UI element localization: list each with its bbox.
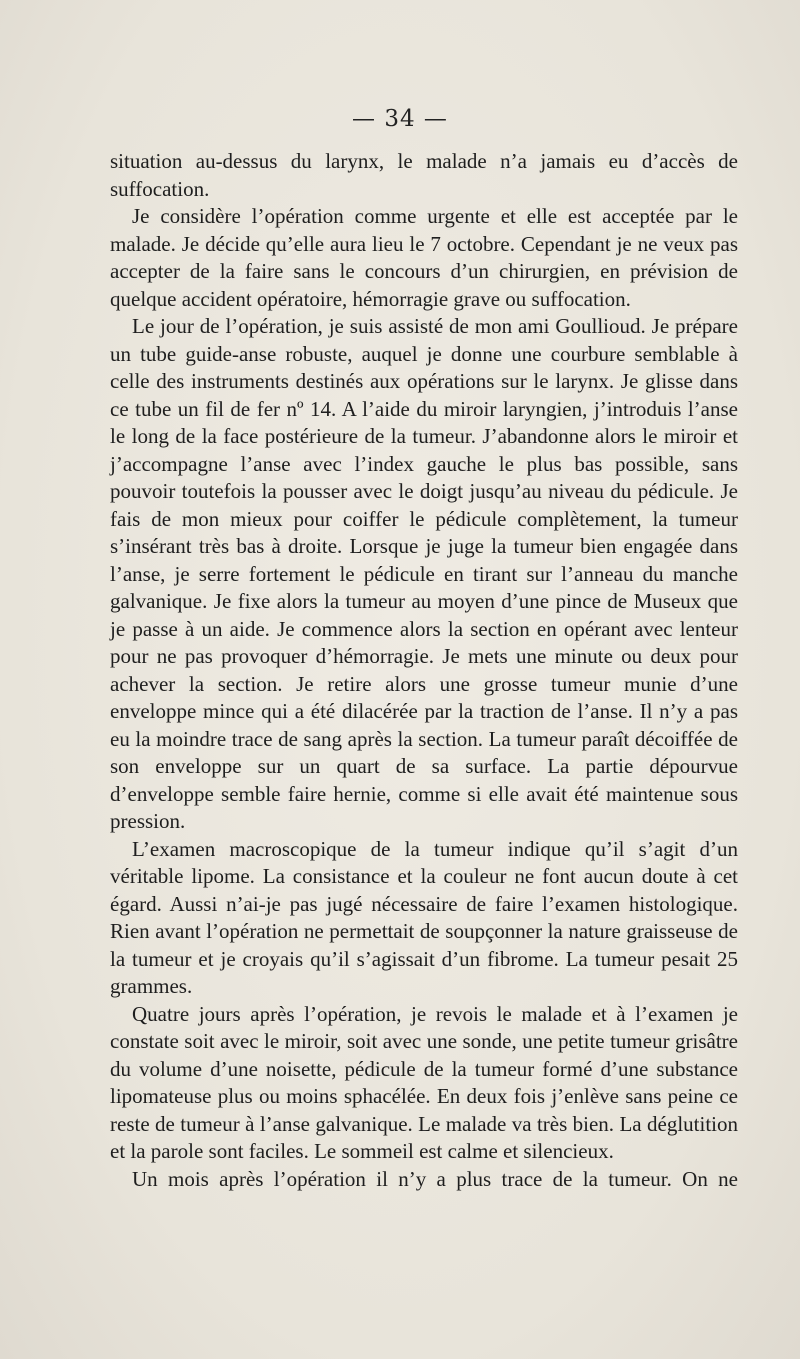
paragraph-4: L’examen macroscopique de la tumeur indique qu’il s’agit d’un véritable lipome. La consistance et la couleur ne font aucun doute à cet égard. Aussi n’ai-je pas jugé nécessaire de faire l’examen histologique. Rien avant l’opération ne permettait de soupçonner la nature graisseuse de la tumeur et je croyais qu’il s’agissait d’un fibrome. La tumeur pesait 25 grammes. xyxy=(110,836,738,998)
paragraph-3: Le jour de l’opération, je suis assisté de mon ami Goullioud. Je prépare un tube guide-anse robuste, auquel je donne une courbure semblable à celle des instruments destinés aux opérations sur le larynx. Je glisse dans ce tube un fil de fer nº 14. A l’aide du miroir laryngien, j’introduis l’anse le long de la face postérieure de la tumeur. J’abandonne alors le miroir et j’accompagne l’anse avec l’index gauche le plus bas possible, sans pouvoir toutefois la pousser avec le doigt jusqu’au niveau du pédicule. Je fais de mon mieux pour coiffer le pédicule complètement, la tumeur s’insérant très bas à droite. Lorsque je juge la tumeur bien engagée dans l’anse, je serre fortement le pédicule en tirant sur l’anneau du manche galvanique. Je fixe alors la tumeur au moyen d’une pince de Museux que je passe à un aide. Je commence alors la section en opérant avec lenteur pour ne pas provoquer d’hémorragie. Je mets une minute ou deux pour achever la section. Je retire alors une grosse tumeur munie d’une enveloppe mince qui a été dilacérée par la traction de l’anse. Il n’y a pas eu la moindre trace de sang après la section. La tumeur paraît décoiffée de son enveloppe sur un quart de sa surface. La partie dépourvue d’enveloppe semble faire hernie, comme si elle avait été maintenue sous pression. xyxy=(110,314,738,833)
page-number: — 34 — xyxy=(352,106,448,132)
paragraph-5: Quatre jours après l’opération, je revois le malade et à l’examen je constate soit avec le miroir, soit avec une sonde, une petite tumeur grisâtre du volume d’une noisette, pédicule de la tumeur formé d’une substance lipomateuse plus ou moins sphacélée. En deux fois j’enlève sans peine ce reste de tumeur à l’anse galvanique. Le malade va très bien. La déglutition et la parole sont faciles. Le sommeil est calme et silencieux. xyxy=(110,1001,738,1163)
paragraph-6: Un mois après l’opération il n’y a plus trace de la tumeur. On ne xyxy=(132,1166,738,1191)
paragraph-2: Je considère l’opération comme urgente et elle est acceptée par le malade. Je décide qu’elle aura lieu le 7 octobre. Cependant je ne veux pas accepter de la faire sans le concours d’un chirurgien, en prévision de quelque accident opératoire, hémorragie grave ou suffocation. xyxy=(110,204,738,311)
paragraph-1: situation au-dessus du larynx, le malade n’a jamais eu d’accès de suffocation. xyxy=(110,149,738,201)
page-body xyxy=(110,148,738,1193)
